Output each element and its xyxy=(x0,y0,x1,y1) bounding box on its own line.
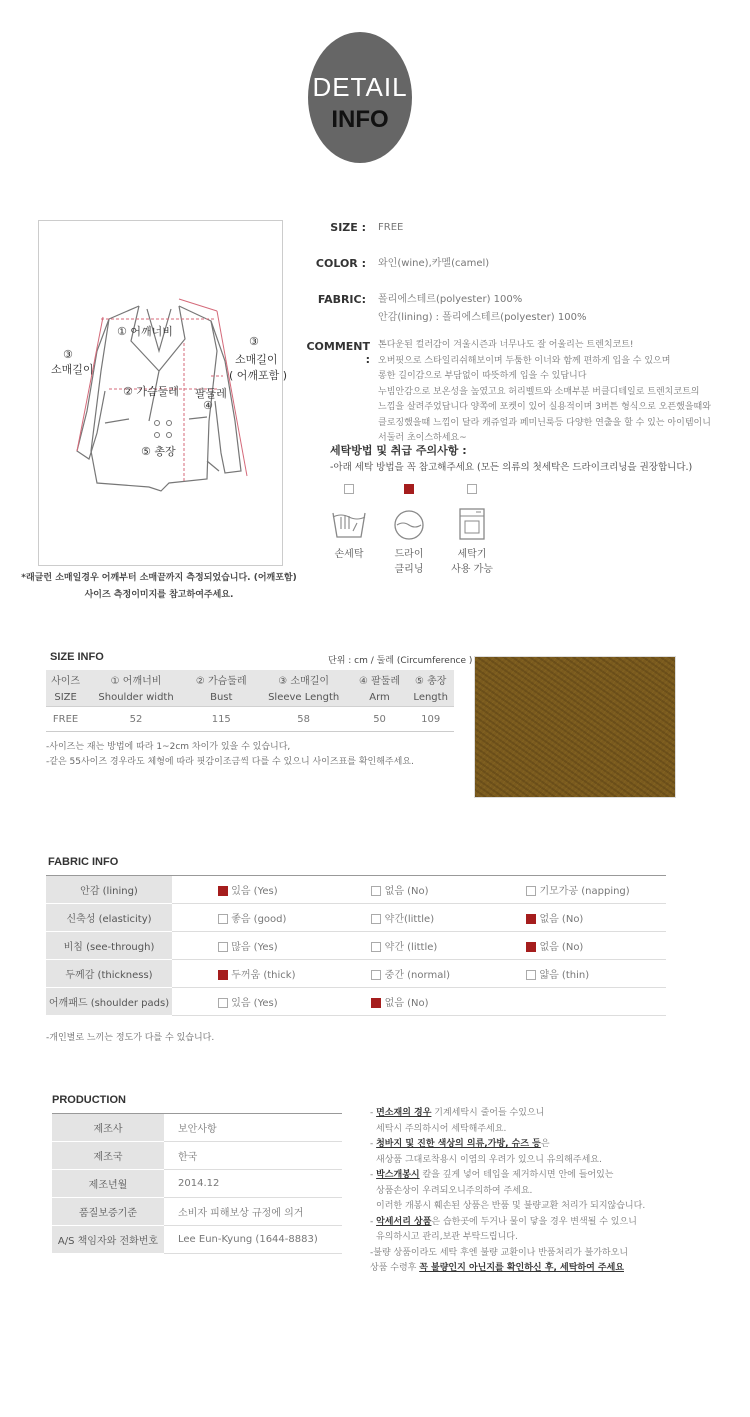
production-value: 2014.12 xyxy=(164,1170,342,1198)
fabric-option-label: 두꺼움 (thick) xyxy=(231,970,296,981)
fabric-option-label: 없음 (No) xyxy=(539,942,584,953)
size-spec-label: SIZE : xyxy=(330,221,366,234)
checkbox-icon xyxy=(371,998,381,1008)
comment-line: 롱한 길이감으로 부담없이 따뜻하게 입을 수 있답니다 xyxy=(378,371,587,381)
comment-line: 느낌을 살려주었답니다 양쪽에 포켓이 있어 실용적이며 3버튼 형식으로 오픈했을때와 xyxy=(378,402,711,412)
fabric-row-label: 안감 (lining) xyxy=(46,876,172,904)
sleeve-right-num: ③ xyxy=(249,335,259,348)
dry-clean-label1: 드라이 xyxy=(394,549,424,560)
fabric-option xyxy=(325,932,480,960)
comment-spec-label: COMMENT : xyxy=(306,340,370,366)
fabric-row-lining xyxy=(46,876,666,904)
dry-clean-checkbox xyxy=(404,484,414,494)
production-table xyxy=(52,1114,342,1254)
size-info-unit: 단위 : cm / 둘레 (Circumference ) xyxy=(328,656,473,666)
production-label: 품질보증기준 xyxy=(52,1198,164,1226)
production-note-line: - 악세서리 상품은 습한곳에 두거나 물이 닿을 경우 변색될 수 있으니 xyxy=(370,1216,637,1227)
checkbox-icon xyxy=(371,914,381,924)
detail-info-badge xyxy=(308,32,412,163)
header-cell: ① 어깨너비 xyxy=(85,670,187,688)
fabric-option xyxy=(480,960,666,988)
size-note-line: -사이즈는 재는 방법에 따라 1~2cm 차이가 있을 수 있습니다, xyxy=(46,742,291,752)
production-note-line: - 박스개봉시 칼을 깊게 넣어 테입을 제거하시면 안에 들어있는 xyxy=(370,1170,614,1180)
size-table-header-en xyxy=(46,688,454,707)
table-row xyxy=(52,1114,342,1142)
production-label: A/S 책임자와 전화번호 xyxy=(52,1226,164,1254)
bust-label: ② 가슴둘레 xyxy=(123,385,179,398)
size-cell: 109 xyxy=(421,713,441,725)
comment-line: 서둘러 초이스하세요~ xyxy=(378,433,467,443)
size-table-header-kr xyxy=(46,670,454,688)
header-cell: ③ 소매길이 xyxy=(256,670,352,688)
fabric-option xyxy=(172,876,325,904)
fabric-row-thickness xyxy=(46,960,666,988)
wash-option-dry xyxy=(386,482,432,577)
wash-subtitle: -아래 세탁 방법을 꼭 참고해주세요 (모든 의류의 첫세탁은 드라이크리닝을 권장합니다.) xyxy=(330,462,693,473)
size-spec-value: FREE xyxy=(378,222,404,233)
size-cell: 52 xyxy=(129,713,143,725)
arm-label: 팔둘레 xyxy=(195,387,227,400)
dry-clean-icon xyxy=(389,503,429,543)
size-table xyxy=(46,670,454,732)
fabric-note: -개인별로 느끼는 정도가 다를 수 있습니다. xyxy=(46,1033,215,1043)
production-note-line: - 면소재의 경우 기계세탁시 줄어들 수있으니 xyxy=(370,1108,545,1118)
sleeve-right-label: 소매길이 xyxy=(235,353,278,366)
checkbox-icon xyxy=(371,970,381,980)
jacket-sketch-box xyxy=(38,220,288,566)
fabric-option-label: 중간 (normal) xyxy=(384,970,450,981)
header-cell: Length xyxy=(407,688,454,707)
size-note-line: -같은 55사이즈 경우라도 체형에 따라 핏감이조금씩 다를 수 있으니 사이즈표를 확인해주세요. xyxy=(46,757,414,767)
header-cell: Shoulder width xyxy=(85,688,187,707)
machine-wash-label2: 사용 가능 xyxy=(451,564,493,575)
checkbox-icon xyxy=(218,970,228,980)
checkbox-icon xyxy=(218,886,228,896)
production-note-line: 이러한 개봉시 훼손된 상품은 반품 및 불량교환 처리가 되지않습니다. xyxy=(376,1201,646,1211)
table-row xyxy=(52,1226,342,1254)
comment-line: 클로징했을때 느낌이 달라 캐쥬얼과 페미닌룩등 다양한 연출을 할 수 있는 아이템이니 xyxy=(378,417,711,428)
header-cell: Sleeve Length xyxy=(256,688,352,707)
fabric-option xyxy=(172,988,325,1016)
washing-machine-icon xyxy=(452,503,492,543)
production-note-line: 유의하시고 관리,보관 부탁드립니다. xyxy=(376,1232,518,1242)
checkbox-icon xyxy=(526,942,536,952)
sketch-note-line2: 사이즈 측정이미지를 참고하여주세요. xyxy=(84,590,234,600)
fabric-row-label: 비침 (see-through) xyxy=(46,932,172,960)
fabric-option xyxy=(480,932,666,960)
fabric-option xyxy=(172,904,325,932)
fabric-swatch-image xyxy=(474,656,676,798)
production-value: 보안사항 xyxy=(164,1114,342,1142)
checkbox-icon xyxy=(371,942,381,952)
header-cell: Arm xyxy=(352,688,408,707)
fabric-option-label: 없음 (No) xyxy=(539,914,584,925)
production-note-line: 상품손상이 우려되오니주의하여 주세요. xyxy=(376,1185,533,1196)
production-value: 한국 xyxy=(164,1142,342,1170)
fabric-info-title: FABRIC INFO xyxy=(48,856,119,868)
header-cell: SIZE xyxy=(46,688,85,707)
fabric-table xyxy=(46,876,666,1016)
size-cell: 58 xyxy=(297,713,311,725)
table-row xyxy=(52,1142,342,1170)
fabric-option-label: 좋음 (good) xyxy=(231,914,287,925)
checkbox-icon xyxy=(218,998,228,1008)
fabric-spec-value1: 폴리에스테르(polyester) 100% xyxy=(378,294,523,305)
size-notes xyxy=(46,740,414,770)
table-row xyxy=(52,1170,342,1198)
header-cell: ② 가슴둘레 xyxy=(187,670,256,688)
size-info-title: SIZE INFO xyxy=(50,651,104,663)
production-label: 제조국 xyxy=(52,1142,164,1170)
fabric-row-see-through xyxy=(46,932,666,960)
fabric-option-label: 약간 (little) xyxy=(384,942,438,953)
sleeve-left-label: 소매길이 xyxy=(51,363,94,376)
comment-line: 오버핏으로 스타일리쉬해보이며 두툼한 이너와 함께 편하게 입을 수 있으며 xyxy=(378,355,671,366)
comment-text xyxy=(378,338,718,447)
fabric-option xyxy=(325,904,480,932)
badge-line1: DETAIL xyxy=(312,72,408,102)
header-cell: ④ 팔둘레 xyxy=(352,670,408,688)
fabric-option xyxy=(325,876,480,904)
fabric-option-empty xyxy=(480,988,666,1016)
table-row xyxy=(52,1198,342,1226)
fabric-option-label: 없음 (No) xyxy=(384,886,429,897)
production-value: 소비자 피해보상 규정에 의거 xyxy=(164,1198,342,1226)
production-title: PRODUCTION xyxy=(52,1094,126,1106)
comment-line: 누빔안감으로 보온성을 높였고요 허리벨트와 소매부분 버클디테일로 트렌치코트의 xyxy=(378,386,700,397)
fabric-option xyxy=(325,960,480,988)
checkbox-icon xyxy=(371,886,381,896)
header-cell: ⑤ 총장 xyxy=(407,670,454,688)
fabric-row-label: 어깨패드 (shoulder pads) xyxy=(46,988,172,1016)
length-label: ⑤ 총장 xyxy=(141,445,176,458)
wash-option-hand xyxy=(326,482,372,562)
fabric-option-label: 기모가공 (napping) xyxy=(539,886,630,897)
badge-line2: INFO xyxy=(331,106,389,133)
table-row xyxy=(46,707,454,732)
comment-line: 톤다운된 컬러감이 겨울시즌과 너무나도 잘 어울리는 트렌치코트! xyxy=(378,340,634,350)
sketch-note xyxy=(19,570,299,604)
header-cell: 사이즈 xyxy=(46,670,85,688)
fabric-row-shoulder-pads xyxy=(46,988,666,1016)
fabric-option-label: 약간(little) xyxy=(384,914,435,925)
fabric-option-label: 없음 (No) xyxy=(384,998,429,1009)
wash-title: 세탁방법 및 취급 주의사항 : xyxy=(330,444,467,457)
checkbox-icon xyxy=(526,886,536,896)
production-value: Lee Eun-Kyung (1644-8883) xyxy=(164,1226,342,1254)
wash-option-machine xyxy=(446,482,498,577)
machine-wash-checkbox xyxy=(467,484,477,494)
production-notes xyxy=(370,1106,740,1277)
checkbox-icon xyxy=(526,914,536,924)
fabric-table-wrapper xyxy=(46,875,666,1016)
sleeve-right-sub: ( 어깨포함 ) xyxy=(229,369,288,382)
fabric-spec-label: FABRIC: xyxy=(317,293,366,306)
arm-num: ④ xyxy=(203,399,213,412)
production-note-line: 상품 수령후 꼭 불량인지 아닌지를 확인하신 후, 세탁하여 주세요 xyxy=(370,1263,624,1273)
fabric-row-label: 신축성 (elasticity) xyxy=(46,904,172,932)
fabric-row-label: 두께감 (thickness) xyxy=(46,960,172,988)
production-label: 제조사 xyxy=(52,1114,164,1142)
production-note-line: -불량 상품이라도 세탁 후엔 불량 교환이나 반품처리가 불가하오니 xyxy=(370,1247,629,1258)
fabric-option-label: 많음 (Yes) xyxy=(231,942,278,953)
checkbox-icon xyxy=(526,970,536,980)
machine-wash-label1: 세탁기 xyxy=(457,549,487,560)
hand-wash-checkbox xyxy=(344,484,354,494)
size-cell: 50 xyxy=(373,713,386,725)
sketch-note-line1: *래글런 소매일경우 어깨부터 소매끝까지 측정되었습니다. (어깨포함) xyxy=(21,573,297,583)
size-cell: 115 xyxy=(211,713,231,725)
fabric-option xyxy=(172,932,325,960)
checkbox-icon xyxy=(218,914,228,924)
fabric-option xyxy=(325,988,480,1016)
checkbox-icon xyxy=(218,942,228,952)
size-cell: FREE xyxy=(52,713,79,725)
header-cell: Bust xyxy=(187,688,256,707)
fabric-option-label: 얇음 (thin) xyxy=(539,970,590,981)
production-note-line: - 청바지 및 진한 색상의 의류,가방, 슈즈 등은 xyxy=(370,1139,550,1149)
dry-clean-label2: 클리닝 xyxy=(394,564,424,575)
fabric-row-elasticity xyxy=(46,904,666,932)
shoulder-label: ① 어깨너비 xyxy=(117,325,173,338)
fabric-option xyxy=(172,960,325,988)
production-note-line: 새상품 그대로착용시 이염의 우려가 있으니 유의해주세요. xyxy=(376,1154,602,1165)
production-note-line: 세탁시 주의하시어 세탁해주세요. xyxy=(376,1123,507,1134)
fabric-option xyxy=(480,904,666,932)
fabric-option-label: 있음 (Yes) xyxy=(231,886,278,897)
hand-wash-icon xyxy=(329,503,369,543)
sleeve-left-num: ③ xyxy=(63,348,73,361)
fabric-spec-value2: 안감(lining) : 폴리에스테르(polyester) 100% xyxy=(378,312,587,323)
color-spec-label: COLOR : xyxy=(315,257,366,270)
production-table-wrapper xyxy=(52,1113,342,1254)
hand-wash-label: 손세탁 xyxy=(334,549,364,560)
fabric-option xyxy=(480,876,666,904)
production-label: 제조년월 xyxy=(52,1170,164,1198)
color-spec-value: 와인(wine),카멜(camel) xyxy=(378,258,490,269)
fabric-option-label: 있음 (Yes) xyxy=(231,998,278,1009)
size-table-wrapper xyxy=(46,670,454,732)
